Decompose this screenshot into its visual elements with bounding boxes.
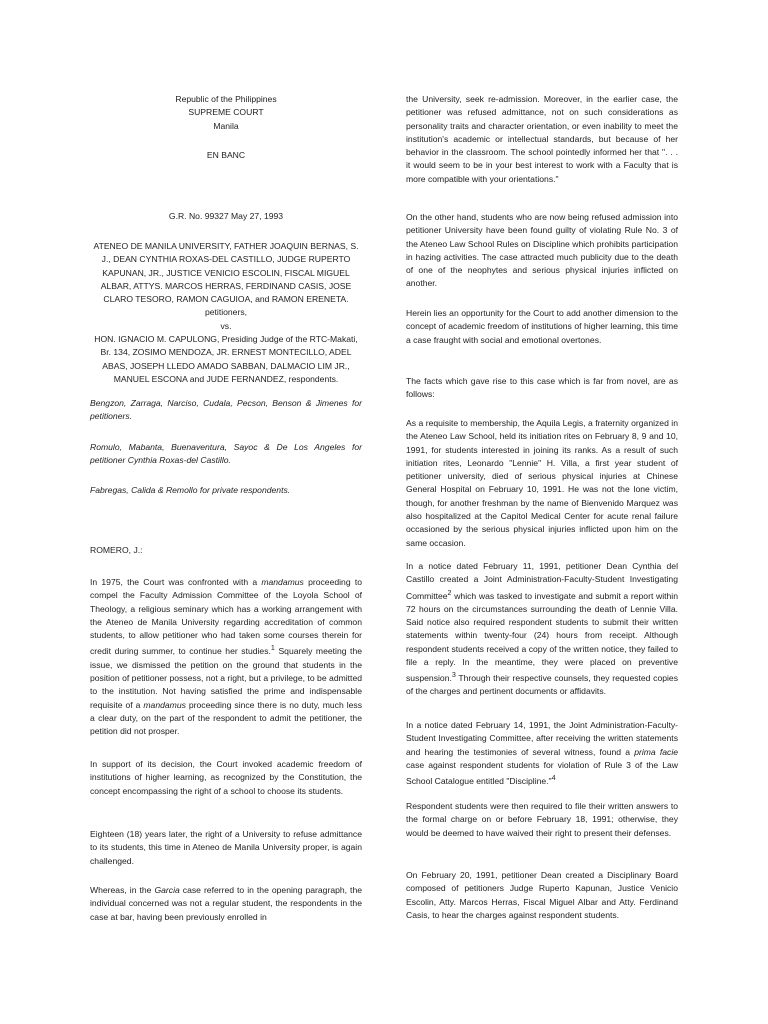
paragraph: Herein lies an opportunity for the Court to add another dimension to the concept of academic freedom of institutions of higher learning, this time a case fraught with social and emotional overtones. bbox=[406, 308, 678, 345]
republic-line: Republic of the Philippines bbox=[175, 94, 277, 104]
paragraph: In support of its decision, the Court invoked academic freedom of institutions of higher learning, as recognized by the Constitution, the concept encompassing the right of a school to choose its students. bbox=[90, 759, 362, 796]
paragraph: On February 20, 1991, petitioner Dean created a Disciplinary Board composed of petitioners Judge Ruperto Kapunan, Justice Venicio Escolin, Atty. Marcos Herras, Fiscal Miguel Albar and Atty. Ferdinand Casis, to hear the charges against respondent students. bbox=[406, 870, 678, 920]
counsel-petitioner-castillo: Romulo, Mabanta, Buenaventura, Sayoc & De Los Angeles for petitioner Cynthia Roxas-del Castillo. bbox=[90, 442, 362, 466]
text-run: proceeding since there is no duty, much less a clear duty, on the part of the respondent to admit the petitioner, the petition did not prosper. bbox=[90, 699, 362, 737]
text-run: which was tasked to investigate and submit a report within 72 hours on the circumstances surrounding the death of Lennie Villa. Said notice also required respondent students to submit their written statements within twenty-four (24) hours from receipt. Although respondent students received a copy of the written notice, they failed to file a reply. In the meantime, they were placed on preventive suspension. bbox=[406, 590, 678, 684]
text-run: In 1975, the Court was confronted with a bbox=[90, 577, 262, 587]
paragraph: The facts which gave rise to this case which is far from novel, are as follows: bbox=[406, 376, 678, 400]
footnote-ref[interactable]: 3 bbox=[451, 671, 456, 680]
footnote-ref[interactable]: 1 bbox=[270, 644, 275, 653]
petitioners-names: ATENEO DE MANILA UNIVERSITY, FATHER JOAQUIN BERNAS, S. J., DEAN CYNTHIA ROXAS-DEL CASTILLO, JUDGE RUPERTO KAPUNAN, JR., JUSTICE VENICIO ESCOLIN, FISCAL MIGUEL ALBAR, ATTYS. MARCOS HERRAS, FERDINAND CASIS, JOSE CLARO TESORO, RAMON CAGUIOA, and RAMON ERENETA. bbox=[93, 241, 359, 305]
respondents-names: HON. IGNACIO M. CAPULONG, Presiding Judge of the RTC-Makati, Br. 134, ZOSIMO MENDOZA, JR. ERNEST MONTECILLO, ADEL ABAS, JOSEPH LLEDO AMADO SABBAN, DALMACIO LIM JR., MANUEL ESCONA and JUDE FERNANDEZ, respondents. bbox=[94, 334, 358, 384]
division-line: EN BANC bbox=[206, 150, 246, 160]
emphasis: mandamus bbox=[143, 699, 186, 710]
paragraph bbox=[90, 884, 362, 924]
counsel-petitioners: Bengzon, Zarraga, Narciso, Cudala, Pecson, Benson & Jimenes for petitioners. bbox=[90, 398, 362, 422]
counsel-respondents: Fabregas, Calida & Remollo for private respondents. bbox=[90, 485, 291, 495]
footnote-ref[interactable]: 4 bbox=[551, 774, 556, 783]
ponente: ROMERO, J.: bbox=[90, 545, 143, 555]
city-line: Manila bbox=[213, 120, 239, 131]
paragraph: Respondent students were then required to file their written answers to the formal charge on or before February 18, 1991; otherwise, they would be deemed to have waived their right to present their defenses. bbox=[406, 801, 678, 838]
petitioners-label: petitioners, bbox=[204, 307, 248, 318]
paragraph: the University, seek re-admission. Moreover, in the earlier case, the petitioner was refused admittance, not on such considerations as personality traits and character orientation, or even inability to meet the institution's academic or intellectual standards, but because of her behavior in the classroom. The school pointedly informed her that ". . . it would seem to be in your best interest to work with a Faculty that is more compatible with your orientations." bbox=[406, 94, 678, 184]
footnote-ref[interactable]: 2 bbox=[447, 588, 452, 597]
emphasis: Garcia bbox=[154, 885, 180, 895]
court-line: SUPREME COURT bbox=[188, 107, 264, 118]
text-run: In a notice dated February 14, 1991, the Joint Administration-Faculty-Student Investigating Committee, after receiving the written statements and hearing the testimonies of several witness, found a bbox=[406, 720, 678, 757]
paragraph: As a requisite to membership, the Aquila Legis, a fraternity organized in the Ateneo Law School, held its initiation rites on February 8, 9 and 10, 1991, for students interested in joining its ranks. As a result of such initiation rites, Leonardo "Lennie" H. Villa, a first year student of petitioner university, died of serious physical injuries at Chinese General Hospital on February 10, 1991. He was not the lone victim, though, for another freshman by the name of Bienvenido Marquez was also hospitalized at the Capitol Medical Center for acute renal failure occasioned by the serious physical injuries inflicted upon him on the same occasion. bbox=[406, 418, 678, 548]
text-run: Whereas, in the bbox=[90, 885, 155, 895]
paragraph bbox=[90, 576, 362, 738]
paragraph: Eighteen (18) years later, the right of a University to refuse admittance to its students, this time in Ateneo de Manila University proper, is again challenged. bbox=[90, 829, 362, 866]
text-run: Through their respective counsels, they requested copies of the charges and pertinent documents or affidavits. bbox=[406, 673, 678, 697]
paragraph: On the other hand, students who are now being refused admission into petitioner University have been found guilty of violating Rule No. 3 of the Ateneo Law School Rules on Discipline which prohibits participation in hazing activities. The case attracted much publicity due to the death of one of the neophytes and serious physical injuries inflicted on another. bbox=[406, 212, 678, 289]
text-run: case referred to in the opening paragraph, the individual concerned was not a regular student, the respondents in the case at bar, having been previously enrolled in bbox=[90, 885, 363, 922]
emphasis: prima facie bbox=[634, 746, 679, 757]
text-run: proceeding to compel the Faculty Admission Committee of the Loyola School of Theology, a religious seminary which has a working arrangement with the Ateneo de Manila University regarding accreditation of common students, to allow petitioner who had taken some courses therein for credit during summer, to continue her studies. bbox=[90, 577, 362, 657]
versus-line: vs. bbox=[220, 320, 232, 331]
paragraph bbox=[406, 719, 678, 788]
caption-header bbox=[90, 93, 362, 133]
text-run: case against respondent students for violation of Rule 3 of the Law School Catalogue entitled "Discipline." bbox=[406, 759, 678, 787]
gr-number: G.R. No. 99327 May 27, 1993 bbox=[168, 211, 284, 221]
text-run: Squarely meeting the issue, we dismissed the petition on the ground that students in the position of petitioner possess, not a right, but a privilege, to be admitted to the institution. Not having satisfied the prime and indispensable requisite of a bbox=[90, 646, 363, 710]
text-run: In a notice dated February 11, 1991, petitioner Dean Cynthia del Castillo created a Joint Administration-Faculty-Student Investigating Committee bbox=[406, 561, 678, 601]
case-parties bbox=[90, 240, 362, 386]
paragraph bbox=[406, 560, 678, 699]
emphasis: mandamus bbox=[261, 577, 304, 587]
